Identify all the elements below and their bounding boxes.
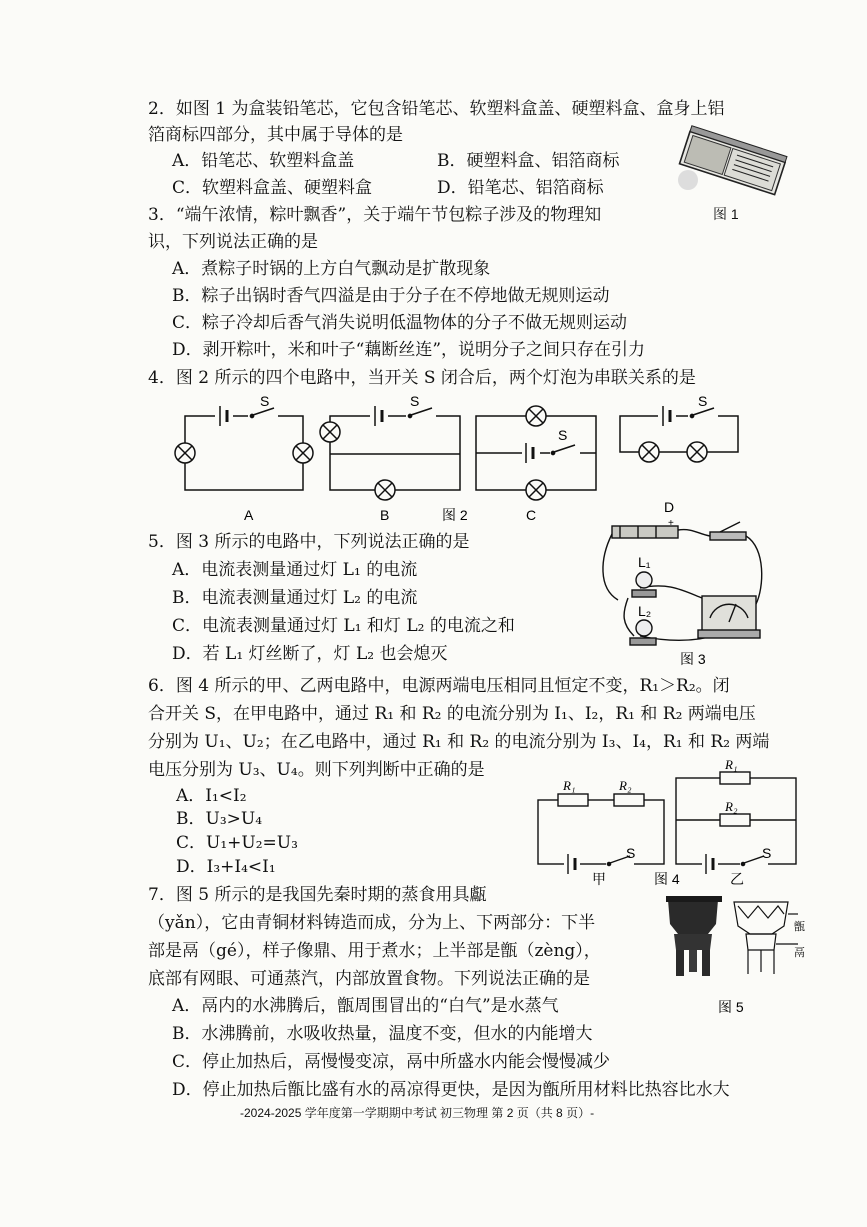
figure-5-bronze-yan (662, 894, 812, 1018)
q6-option-d: D．I₃+I₄<I₁ (176, 857, 276, 877)
fig5-caption: 图 5 (718, 999, 744, 1015)
fig2-c-switch-label: S (558, 427, 568, 443)
fig2-label-a: A (244, 507, 254, 523)
q7-option-d: D．停止加热后甑比盛有水的鬲凉得更快，是因为甑所用材料比热容比水大 (172, 1080, 730, 1100)
fig4-jia-r2-label: R₂ (619, 778, 632, 793)
fig2-label-b: B (380, 507, 390, 523)
q7-option-a: A．鬲内的水沸腾后，甑周围冒出的“白气”是水蒸气 (172, 996, 559, 1016)
q3-stem-line1: 3．“端午浓情，粽叶飘香”，关于端午节包粽子涉及的物理知 (148, 205, 602, 225)
fig5-zeng-label: 甑 (794, 921, 805, 933)
q7-stem-line2: （yǎn），它由青铜材料铸造而成，分为上、下两部分：下半 (148, 913, 596, 933)
fig2-label-d: D (664, 499, 675, 515)
fig3-l1-label: L₁ (638, 554, 651, 570)
q6-option-a: A．I₁<I₂ (176, 786, 247, 806)
fig4-yi-r2-label: R₂ (725, 799, 738, 814)
q3-option-c: C．粽子冷却后香气消失说明低温物体的分子不做无规则运动 (172, 313, 628, 333)
q5-option-c: C．电流表测量通过灯 L₁ 和灯 L₂ 的电流之和 (172, 616, 515, 636)
q5-option-d: D．若 L₁ 灯丝断了，灯 L₂ 也会熄灭 (172, 644, 448, 664)
q6-option-c: C．U₁+U₂=U₃ (176, 833, 298, 853)
q6-stem-line1: 6．图 4 所示的甲、乙两电路中，电源两端电压相同且恒定不变，R₁＞R₂。闭 (148, 676, 730, 696)
figure-4-circuits (530, 757, 800, 890)
q2-option-b: B．硬塑料盒、铝箔商标 (437, 151, 620, 171)
fig2-caption: 图 2 (442, 507, 468, 523)
q5-stem: 5．图 3 所示的电路中，下列说法正确的是 (148, 532, 470, 552)
q5-option-a: A．电流表测量通过灯 L₁ 的电流 (172, 560, 418, 580)
fig2-label-c: C (526, 507, 537, 523)
q2-stem-line2: 箔商标四部分，其中属于导体的是 (148, 125, 403, 145)
q6-stem-line4: 电压分别为 U₃、U₄。则下列判断中正确的是 (148, 760, 485, 780)
q6-stem-line3: 分别为 U₁、U₂；在乙电路中，通过 R₁ 和 R₂ 的电流分别为 I₃、I₄，R₁ 和 R₂ 两端 (148, 732, 770, 752)
q2-option-a: A．铅笔芯、软塑料盒盖 (172, 151, 355, 171)
fig2-d-switch-label: S (698, 393, 708, 409)
q4-stem: 4．图 2 所示的四个电路中，当开关 S 闭合后，两个灯泡为串联关系的是 (148, 368, 696, 388)
q2-stem-line1: 2．如图 1 为盒装铅笔芯，它包含铅笔芯、软塑料盒盖、硬塑料盒、盒身上铝 (148, 99, 725, 119)
figure-1-caption: 图 1 (713, 206, 739, 222)
fig4-yi-r1-label: R₁ (725, 757, 738, 772)
q6-option-b: B．U₃>U₄ (176, 809, 263, 829)
q6-stem-line2: 合开关 S，在甲电路中，通过 R₁ 和 R₂ 的电流分别为 I₁、I₂，R₁ 和 R₂ 两端电压 (148, 704, 756, 724)
q3-stem-line2: 识，下列说法正确的是 (148, 232, 318, 252)
fig2-a-switch-label: S (260, 393, 270, 409)
figure-2-circuits (170, 393, 750, 526)
q2-option-c: C．软塑料盒盖、硬塑料盒 (172, 178, 373, 198)
figure-1-pencil-box (676, 128, 788, 200)
fig4-jia-r1-label: R₁ (563, 778, 576, 793)
q7-stem-line4: 底部有网眼、可通蒸汽，内部放置食物。下列说法正确的是 (148, 969, 590, 989)
q5-option-b: B．电流表测量通过灯 L₂ 的电流 (172, 588, 418, 608)
fig4-jia-switch-label: S (626, 845, 636, 861)
fig4-jia-label: 甲 (592, 871, 606, 887)
fig4-yi-label: 乙 (730, 871, 744, 887)
q7-stem-line3: 部是鬲（gé），样子像鼎、用于煮水；上半部是甑（zèng）， (148, 941, 601, 961)
q2-option-d: D．铅笔芯、铝箔商标 (437, 178, 604, 198)
fig4-caption: 图 4 (654, 871, 680, 887)
page-footer: -2024-2025 学年度第一学期期中考试 初三物理 第 2 页（共 8 页）- (240, 1106, 595, 1120)
fig3-plus-sign: + (668, 518, 674, 529)
fig2-b-switch-label: S (410, 393, 420, 409)
q7-stem-line1: 7．图 5 所示的是我国先秦时期的蒸食用具甗 (148, 885, 487, 905)
q3-option-d: D．剥开粽叶，米和叶子“藕断丝连”，说明分子之间只存在引力 (172, 340, 646, 360)
fig3-caption: 图 3 (680, 651, 706, 667)
fig5-li-label: 鬲 (794, 947, 805, 959)
q7-option-b: B．水沸腾前，水吸收热量，温度不变，但水的内能增大 (172, 1024, 593, 1044)
fig4-yi-switch-label: S (762, 845, 772, 861)
q3-option-a: A．煮粽子时锅的上方白气飘动是扩散现象 (172, 259, 491, 279)
figure-3-circuit-photo (598, 518, 770, 668)
q7-option-c: C．停止加热后，鬲慢慢变凉，鬲中所盛水内能会慢慢减少 (172, 1052, 611, 1072)
q3-option-b: B．粽子出锅时香气四溢是由于分子在不停地做无规则运动 (172, 286, 610, 306)
fig3-l2-label: L₂ (638, 603, 652, 619)
